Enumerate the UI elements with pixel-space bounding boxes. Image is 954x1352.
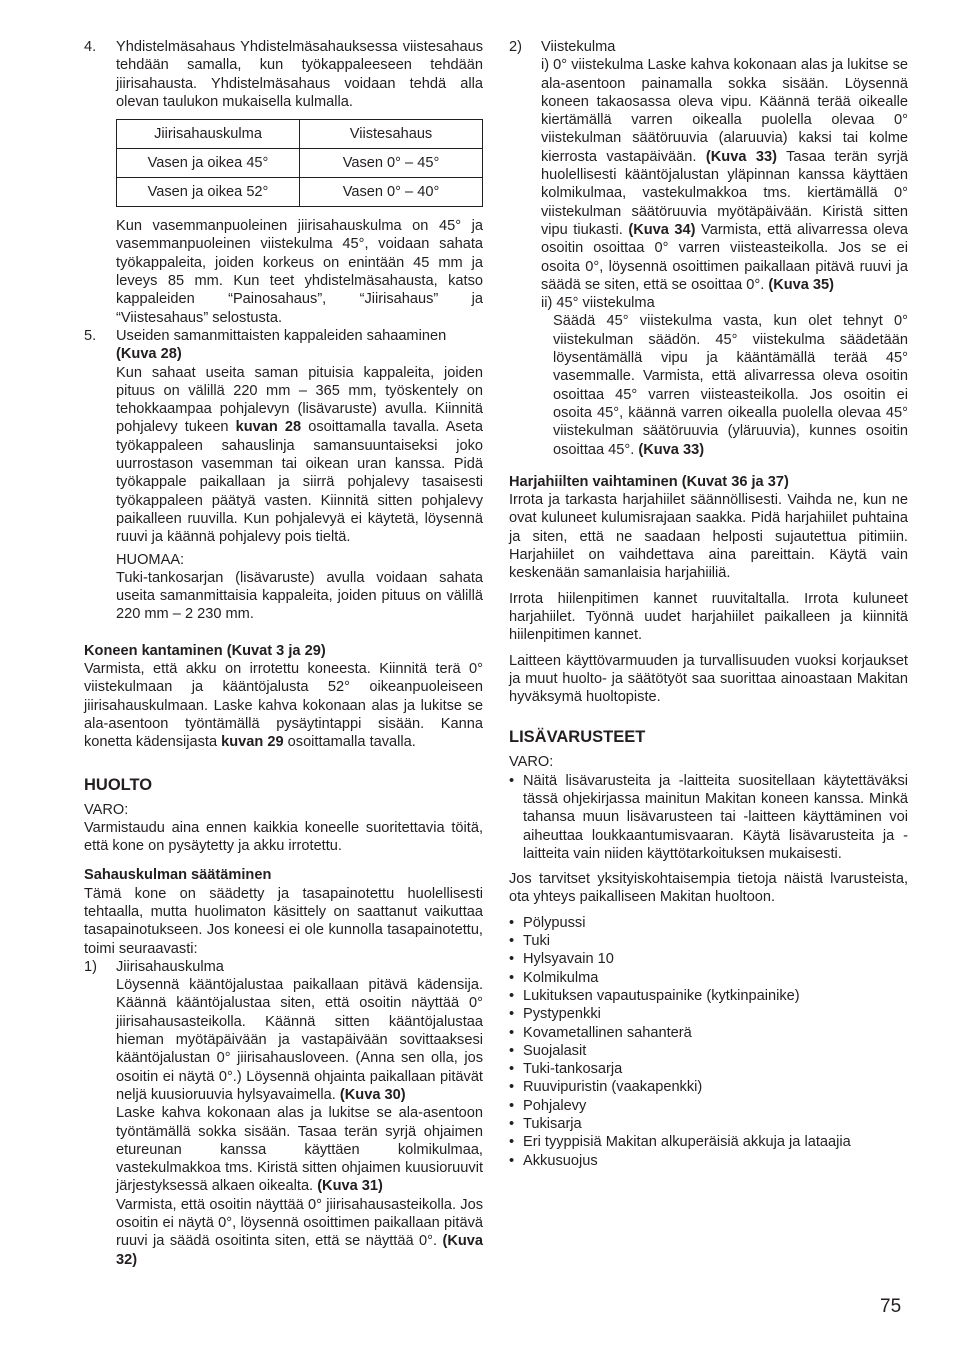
brush-paragraph-2: Irrota hiilenpitimen kannet ruuvitaltalla. Irrota kuluneet harjahiilet. Työnnä uudet harjahiilet paikalleen ja kiinnitä hiilenpitimen kannet. [509, 590, 908, 644]
bullet-marker: • [509, 1061, 515, 1078]
bevel-zero-label: i) 0° viistekulma [541, 57, 644, 74]
compound-cutting-note: Kun vasemmanpuoleinen jiirisahauskulma on 45° ja vasemmanpuoleinen viistekulma 45°, voidaan sahata työkappaleita, joiden korkeus on enintään 45 mm ja leveys 85 mm. Kun teet yhdistelmäsahausta, katso kappaleiden “Painosahaus”, “Jiirisahaus” ja “Viistesahaus” selostusta. [116, 218, 483, 326]
item5-title: Useiden samanmittaisten kappaleiden sahaaminen [116, 327, 447, 344]
sub-title: Jiirisahauskulma [116, 958, 224, 975]
accessory-name: Eri tyyppisiä Makitan alkuperäisiä akkuja ja lataajia [523, 1134, 851, 1151]
caution-label: VARO: [84, 801, 129, 818]
list-item-5 [84, 327, 483, 624]
figure-ref: (Kuva 32) [116, 1233, 484, 1268]
item5-text: Kun sahaat useita saman pituisia kappaleita, joiden pituus on välillä 220 mm – 365 mm, työskentely on tehokkaampaa pohjalevyn (lisävaruste) avulla. Kiinnitä pohjalevy tukeen [116, 364, 483, 436]
accessory-name: Suojalasit [523, 1042, 587, 1059]
adjust-heading: Sahauskulman säätäminen [84, 867, 272, 884]
bullet-marker: • [509, 1006, 515, 1023]
angle-table [116, 119, 483, 207]
note-text: Tuki-tankosarjan (lisävaruste) avulla voidaan sahata useita samanmittaisia kappaleita, joiden pituus on välillä 220 mm – 2 230 mm. [116, 569, 483, 623]
accessories-info: Jos tarvitset yksityiskohtaisempia tietoja näistä lvarusteista, ota yhteys paikalliseen Makitan huoltoon. [509, 871, 908, 906]
bullet-marker: • [509, 1116, 515, 1133]
bullet-marker: • [509, 1079, 515, 1096]
list-item [509, 1152, 908, 1170]
list-number: 5. [84, 327, 97, 344]
list-item [509, 1097, 908, 1115]
compound-cutting-text: Yhdistelmäsahaus Yhdistelmäsahauksessa viistesahaus tehdään samalla, kun työkappaleeseen tehdään jiirisahausta. Yhdistelmäsahaus voidaan tehdä alla olevan taulukon mukaisella kulmalla. [116, 39, 483, 110]
list-item [509, 950, 908, 968]
miter-step-b [116, 1104, 483, 1195]
list-item [509, 1005, 908, 1023]
accessory-name: Tuki-tankosarja [523, 1061, 623, 1078]
table-row [117, 149, 483, 178]
bullet-marker: • [509, 914, 515, 931]
bullet-marker: • [509, 951, 515, 968]
table-cell: Vasen 0° – 45° [300, 149, 483, 178]
bullet-marker: • [509, 772, 515, 789]
bullet-marker: • [509, 1042, 515, 1059]
figure-ref: (Kuva 35) [768, 276, 835, 293]
list-item [509, 1042, 908, 1060]
figure-ref: kuvan 28 [235, 419, 302, 436]
maintenance-heading: HUOLTO [84, 775, 153, 794]
accessory-name: Pohjalevy [523, 1097, 587, 1114]
list-item [509, 1060, 908, 1078]
figure-ref: (Kuva 31) [317, 1178, 383, 1195]
right-column [509, 38, 908, 1170]
carrying-paragraph [84, 660, 483, 751]
table-cell: Vasen ja oikea 52° [117, 178, 300, 207]
accessory-name: Lukituksen vapautuspainike (kytkinpainike) [523, 987, 800, 1004]
figure-ref: (Kuva 34) [628, 221, 696, 238]
bullet-marker: • [509, 1134, 515, 1151]
bevel-zero-paragraph [541, 56, 908, 294]
list-item [509, 1078, 908, 1096]
caution-text: Varmistaudu aina ennen kaikkia koneelle suoritettavia töitä, että kone on pysäytetty ja akku irrotettu. [84, 819, 483, 855]
bullet-marker: • [509, 1024, 515, 1041]
list-item [509, 969, 908, 987]
page-number: 75 [880, 1296, 902, 1317]
sub-number: 1) [84, 958, 97, 975]
accessories-heading: LISÄVARUSTEET [509, 728, 646, 747]
caution-label: VARO: [509, 754, 554, 771]
list-number: 4. [84, 39, 97, 55]
miter-step-a [116, 976, 483, 1104]
bevel-zero-text-3: Varmista, että alivarressa oleva osoitin osoittaa 0° varren viisteasteikolla. Jos se ei osoita 0°, löysennä osoittimen paikallaan pitävä ruuvi ja säädä se siten, että se osoittaa 0°. [541, 221, 908, 293]
brush-heading: Harjahiilten vaihtaminen (Kuvat 36 ja 37) [509, 473, 789, 490]
accessory-name: Hylsyavain 10 [523, 951, 614, 968]
bullet-marker: • [509, 1152, 515, 1169]
list-item [509, 932, 908, 950]
list-item [509, 1133, 908, 1151]
accessories-list [509, 914, 908, 1170]
carrying-text: Varmista, että akku on irrotettu koneesta. Kiinnitä terä 0° viistekulmaan ja kääntöjalusta 52° oikeanpuoleiseen jiirisahauskulmaan. Laske kahva kokonaan alas ja lukitse se ala-asentoon työntämällä pysäytintappi sisään. Kanna konetta kädensijasta [84, 661, 483, 751]
caution-text: Näitä lisävarusteita ja -laitteita suositellaan käytettäväksi tässä ohjekirjassa mainitun Makitan koneen kanssa. Minkä tahansa muun lisävarusteen tai -laitteen käyttäminen voi aiheuttaa loukkaantumisvaaran. Käytä lisävarusteita ja -laitteita vain niiden käyttötarkoituksen mukaisesti. [523, 772, 908, 862]
bevel-45-paragraph [553, 312, 908, 458]
item5-title-line [116, 327, 483, 364]
brush-paragraph-1: Irrota ja tarkasta harjahiilet säännöllisesti. Vaihda ne, kun ne ovat kuluneet kulumisrajaan saakka. Pidä harjahiilet puhtaina ja siten, että ne saadaan helposti sujautettua pitimiin. Harjahiilet on vaihdettava aina pareittain. Käytä vain keskenään samanlaisia harjahiiliä. [509, 492, 908, 582]
sub-number: 2) [509, 39, 522, 55]
note-label: HUOMAA: [116, 551, 185, 568]
table-cell: Vasen 0° – 40° [300, 178, 483, 207]
list-item [509, 1115, 908, 1133]
left-column [84, 38, 483, 1269]
bevel-45-text: Säädä 45° viistekulma vasta, kun olet tehnyt 0° viistekulman säädön. 45° viistekulma säädetään löysentämällä vipu ja kääntämällä terää 45° vasemmalle. Varmista, että alivarressa oleva osoitin osoittaa 45° varren viisteasteikolla. Jos osoitin ei osoita 45°, käännä varren oikealla puolella olevaa 45° viistekulman säätöruuvia (yläruuvia), kunnes osoitin osoittaa 45°. [553, 313, 908, 458]
item5-text-end: osoittamalla tavalla. Aseta työkappaleen sahauslinja samansuuntaiseksi joko uurrostason vasemman tai oikean uran kanssa. Pidä työkappale paikallaan ja siirrä pohjalevy tasaisesti työkappaleen päätyä vasten. Kiinnitä sitten pohjalevy paikalleen ruuvilla. Kun pohjalevyä ei käytetä, löysennä ruuvi ja käännä pohjalevy pois tieltä. [116, 419, 483, 546]
accessory-name: Kolmikulma [523, 969, 599, 986]
figure-ref: (Kuva 28) [116, 346, 182, 363]
list-item [509, 914, 908, 932]
accessory-name: Pölypussi [523, 914, 586, 931]
table-header: Viistesahaus [300, 120, 483, 149]
bevel-zero-text-1: Laske kahva kokonaan alas ja lukitse se ala-asentoon painamalla sokka sisään. Löysennä koneen takaosassa oleva vipu. Käännä terää oikealle kiertämällä varren oikealla puolella olevaa 0° viistekulman säätöruuvia (alaruuvia) kaksi tai kolme kierrosta vastapäivään. [541, 57, 908, 165]
item5-paragraph [116, 364, 483, 547]
miter-step-a-text: Löysennä kääntöjalustaa paikallaan pitävä kädensija. Käännä kääntöjalustaa siten, että osoitin näyttää 0° jiirisahausasteikolla. Käännä sitten kääntöjalustaa hieman myötäpäivään ja vastapäivään sovittaaksesi kääntöjalustan 0° jiirisahausloveen. (Anna sen olla, jos osoitin ei näytä 0°.) Löysennä ohjainta paikallaan pitävät neljä kuusioruuvia hylsyavaimella. [116, 977, 483, 1103]
bevel-zero-item [509, 56, 908, 294]
brush-paragraph-3: Laitteen käyttövarmuuden ja turvallisuuden vuoksi korjaukset ja muut huolto- ja säätötyöt saa suorittaa ainoastaan Makitan hyväksymä huoltopiste. [509, 652, 908, 706]
caution-bullet [509, 772, 908, 863]
carrying-heading: Koneen kantaminen (Kuvat 3 ja 29) [84, 642, 326, 659]
accessory-name: Akkusuojus [523, 1152, 598, 1169]
miter-step-b-text: Laske kahva kokonaan alas ja lukitse se ala-asentoon työntämällä sokka sisään. Tasaa terän syrjä ohjaimen etureunan kanssa käyttäen kolmikulmaa, vastekulmakkoa tms. Kiristä sitten ohjaimen kuusioruuvit järjestyksessä alkaen oikealta. [116, 1105, 483, 1195]
figure-ref: (Kuva 33) [638, 441, 705, 458]
table-row [117, 178, 483, 207]
sub-item-2 [509, 38, 908, 56]
table-header: Jiirisahauskulma [117, 120, 300, 149]
miter-step-c-text: Varmista, että osoitin näyttää 0° jiirisahausasteikolla. Jos osoitin ei näytä 0°, löysennä osoittimen paikallaan pitävä ruuvi ja säädä osoitinta siten, että se näyttää 0°. [116, 1196, 483, 1250]
sub-title: Viistekulma [541, 39, 616, 55]
table-cell: Vasen ja oikea 45° [117, 149, 300, 178]
figure-ref: (Kuva 33) [705, 148, 777, 165]
accessory-name: Ruuvipuristin (vaakapenkki) [523, 1079, 703, 1096]
list-item [509, 1024, 908, 1042]
table-header-row [117, 120, 483, 149]
carrying-text-end: osoittamalla tavalla. [287, 734, 416, 751]
bullet-marker: • [509, 933, 515, 950]
accessory-name: Tuki [523, 933, 551, 950]
accessory-name: Kovametallinen sahanterä [523, 1024, 692, 1041]
bevel-zero-text-2: Tasaa terän syrjä huolellisesti kääntöjalustan yläpinnan kanssa käyttäen kolmikulmaa, vastekulmakkoa tms. kiertämällä 0° viistekulman säätöruuvia myötäpäivään. Kiristä sitten vipu tiukasti. [541, 148, 909, 238]
list-item [509, 987, 908, 1005]
figure-ref: kuvan 29 [221, 734, 284, 751]
list-item-4 [84, 38, 483, 111]
figure-ref: (Kuva 30) [339, 1086, 406, 1103]
bullet-marker: • [509, 987, 515, 1004]
adjust-intro: Tämä kone on säädetty ja tasapainotettu huolellisesti tehtaalla, mutta huolimaton käsittely on saattanut vaikuttaa tasapainotukseen. Jos koneesi ei ole kunnolla tasapainotettu, toimi seuraavasti: [84, 885, 483, 957]
accessory-name: Tukisarja [523, 1116, 582, 1133]
sub-item-1 [84, 958, 483, 1269]
bullet-marker: • [509, 969, 515, 986]
bevel-45-item [509, 294, 908, 459]
miter-step-c [116, 1196, 483, 1269]
bevel-45-label: ii) 45° viistekulma [541, 295, 655, 312]
accessory-name: Pystypenkki [523, 1006, 601, 1023]
bullet-marker: • [509, 1097, 515, 1114]
